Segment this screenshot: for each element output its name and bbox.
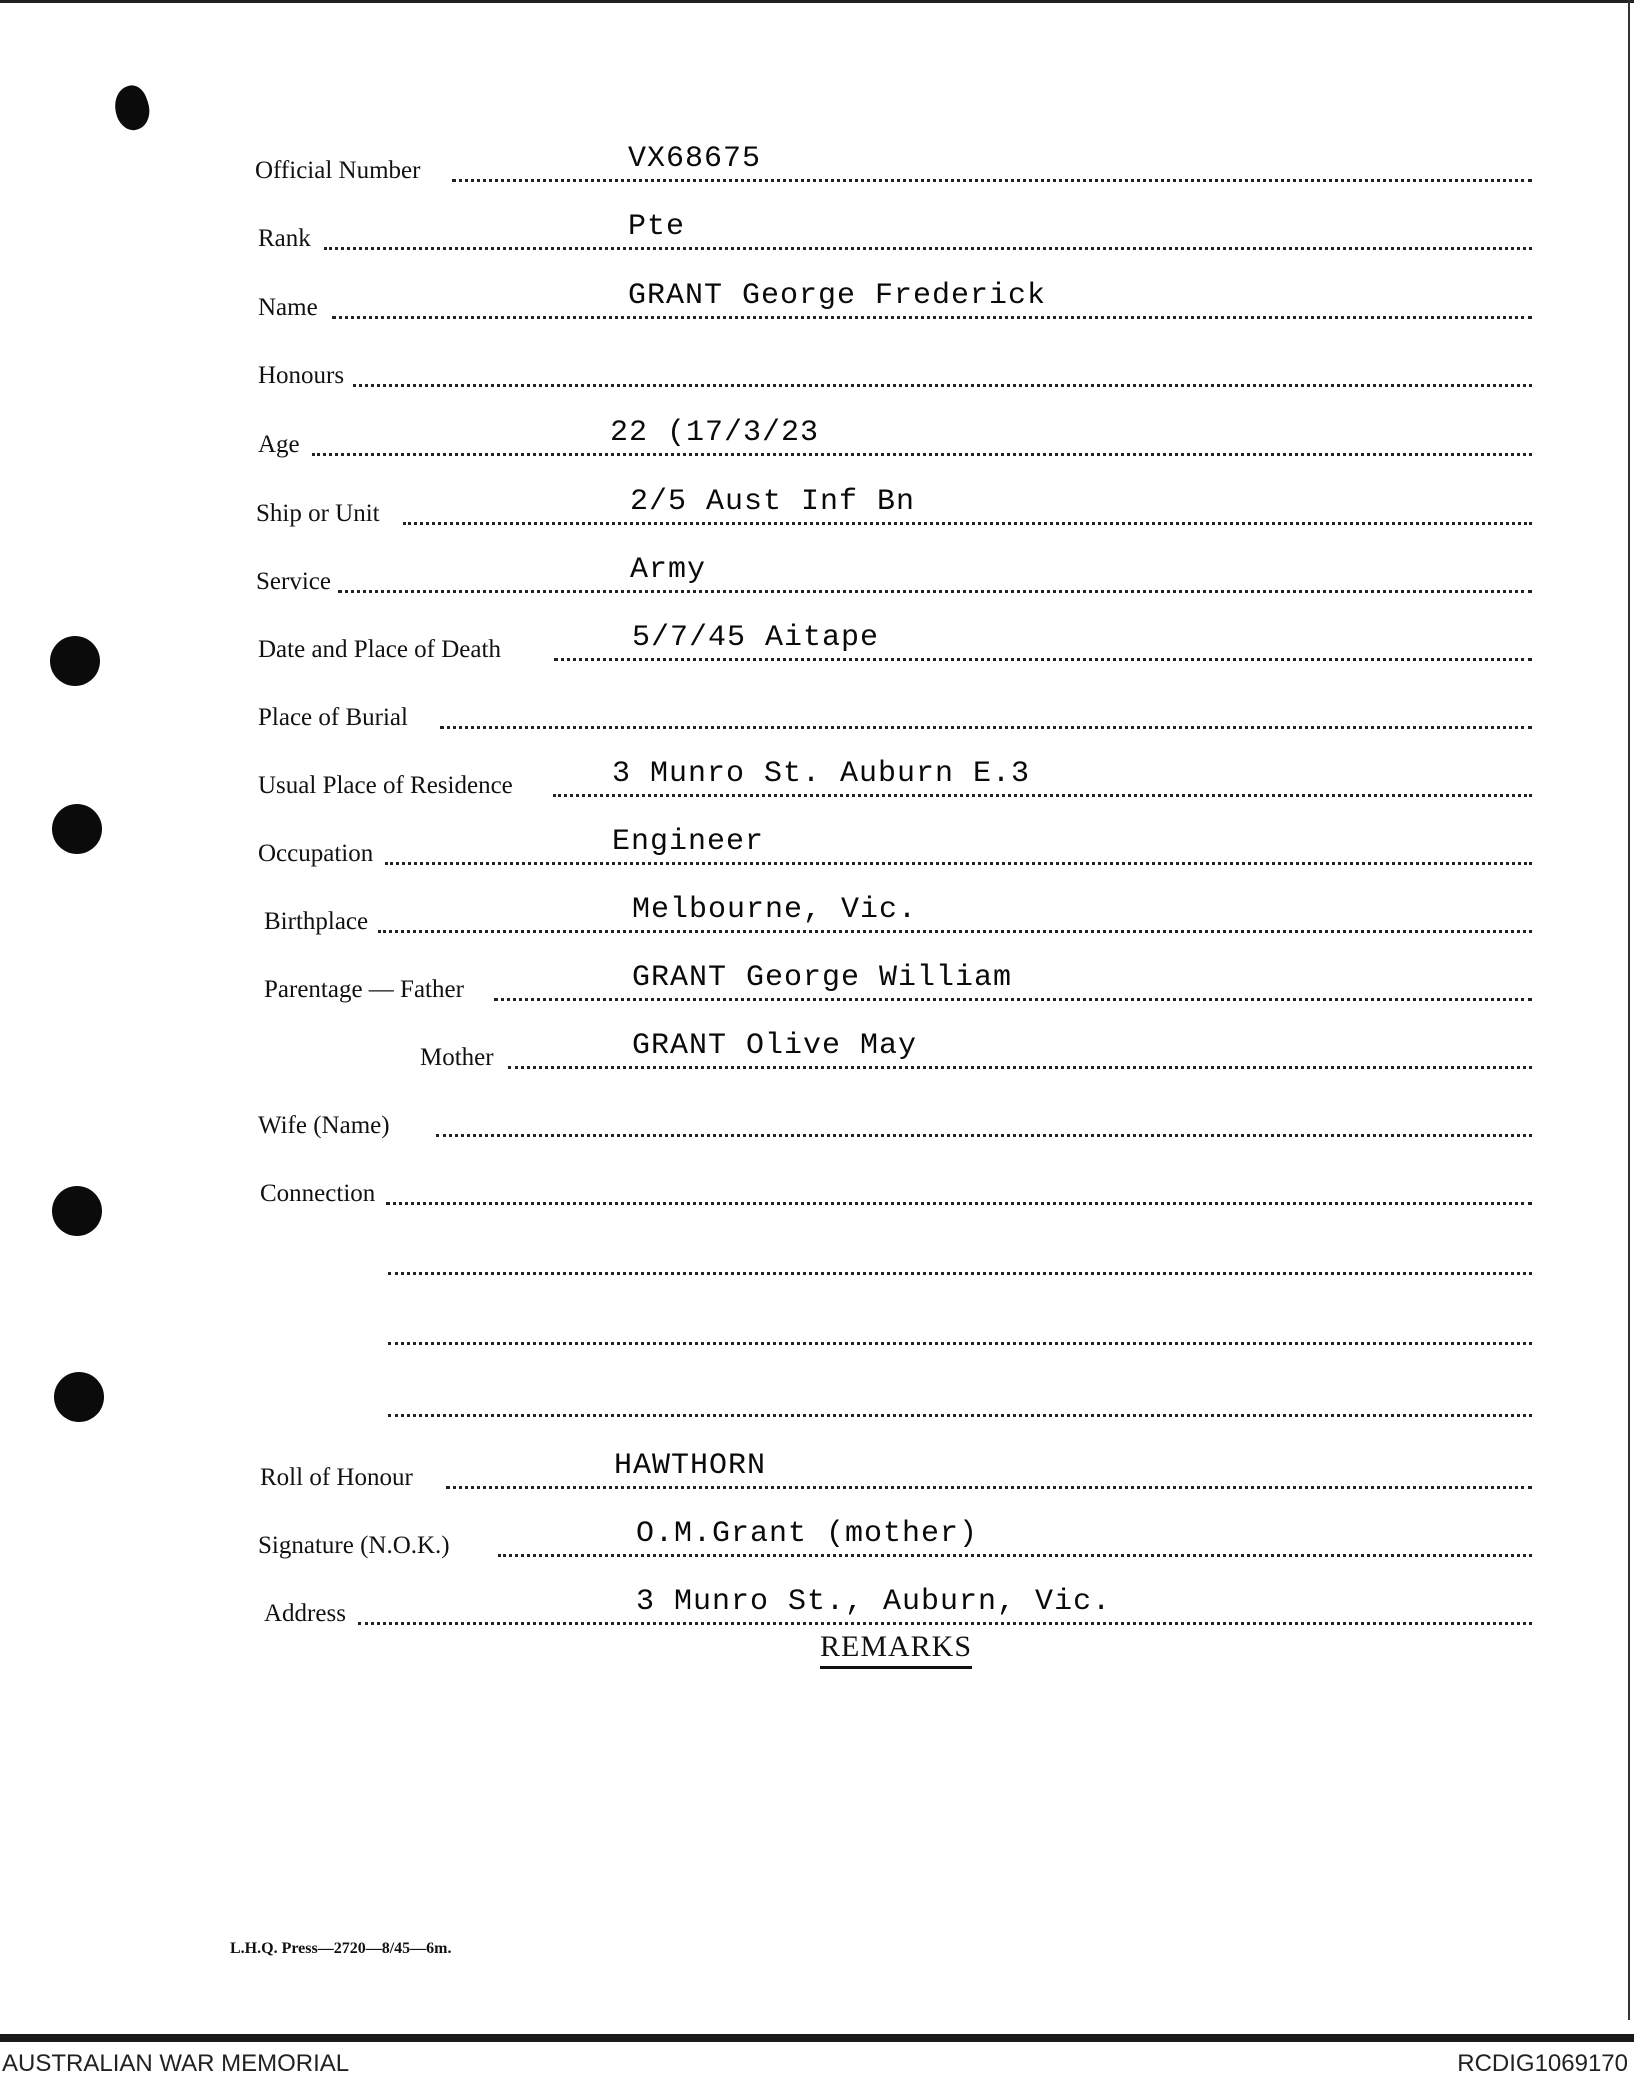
field-value: Engineer [612, 825, 765, 859]
field-parentage-mother [0, 1029, 1634, 1072]
field-wife-name [0, 1100, 1634, 1140]
field-value: VX68675 [628, 142, 762, 176]
field-connection-line [0, 1238, 1634, 1278]
field-usual-place-of-residence [0, 757, 1634, 800]
field-value: Pte [628, 210, 686, 244]
field-label: Signature (N.O.K.) [258, 1532, 450, 1559]
field-connection [0, 1168, 1634, 1208]
field-roll-of-honour [0, 1449, 1634, 1492]
field-value: GRANT George Frederick [628, 279, 1047, 313]
field-label: Honours [258, 362, 345, 389]
field-value: GRANT George William [632, 961, 1013, 995]
bottom-rule [0, 2034, 1634, 2042]
field-label: Place of Burial [258, 704, 408, 731]
field-label: Mother [420, 1044, 494, 1071]
field-value: Melbourne, Vic. [632, 893, 918, 927]
field-value: 3 Munro St., Auburn, Vic. [636, 1585, 1112, 1619]
field-label: Parentage — Father [264, 976, 464, 1003]
field-date-place-of-death [0, 621, 1634, 664]
field-label: Connection [260, 1180, 376, 1207]
field-value: GRANT Olive May [632, 1029, 918, 1063]
field-label: Address [264, 1600, 346, 1627]
field-value: 5/7/45 Aitape [632, 621, 880, 655]
top-edge [0, 0, 1634, 3]
ink-mark [109, 82, 156, 135]
footer-record-id: RCDIG1069170 [1457, 2050, 1628, 2077]
footer-institution: AUSTRALIAN WAR MEMORIAL [2, 2050, 350, 2077]
field-birthplace [0, 893, 1634, 936]
field-label: Official Number [255, 157, 421, 184]
field-label: Ship or Unit [256, 500, 380, 527]
field-age [0, 416, 1634, 459]
field-label: Service [256, 568, 331, 595]
field-connection-line [0, 1308, 1634, 1348]
field-value: 3 Munro St. Auburn E.3 [612, 757, 1031, 791]
field-label: Birthplace [264, 908, 369, 935]
printer-note: L.H.Q. Press—2720—8/45—6m. [230, 1940, 452, 1957]
field-value: 22 (17/3/23 [610, 416, 820, 450]
field-official-number [0, 142, 1634, 185]
field-service [0, 553, 1634, 596]
field-occupation [0, 825, 1634, 868]
field-label: Usual Place of Residence [258, 772, 513, 799]
field-signature-nok [0, 1517, 1634, 1560]
field-ship-or-unit [0, 485, 1634, 528]
field-label: Roll of Honour [260, 1464, 413, 1491]
field-connection-line [0, 1380, 1634, 1420]
field-parentage-father [0, 961, 1634, 1004]
field-place-of-burial [0, 692, 1634, 732]
field-label: Age [258, 431, 300, 458]
field-label: Date and Place of Death [258, 636, 501, 663]
field-label: Occupation [258, 840, 374, 867]
field-honours [0, 350, 1634, 390]
field-rank [0, 210, 1634, 253]
field-label: Wife (Name) [258, 1112, 390, 1139]
remarks-heading: REMARKS [820, 1630, 972, 1669]
field-value: O.M.Grant (mother) [636, 1517, 979, 1551]
field-value: Army [630, 553, 707, 587]
field-label: Rank [258, 225, 311, 252]
field-name [0, 279, 1634, 322]
field-label: Name [258, 294, 318, 321]
field-value: HAWTHORN [614, 1449, 767, 1483]
field-address [0, 1585, 1634, 1628]
field-value: 2/5 Aust Inf Bn [630, 485, 916, 519]
